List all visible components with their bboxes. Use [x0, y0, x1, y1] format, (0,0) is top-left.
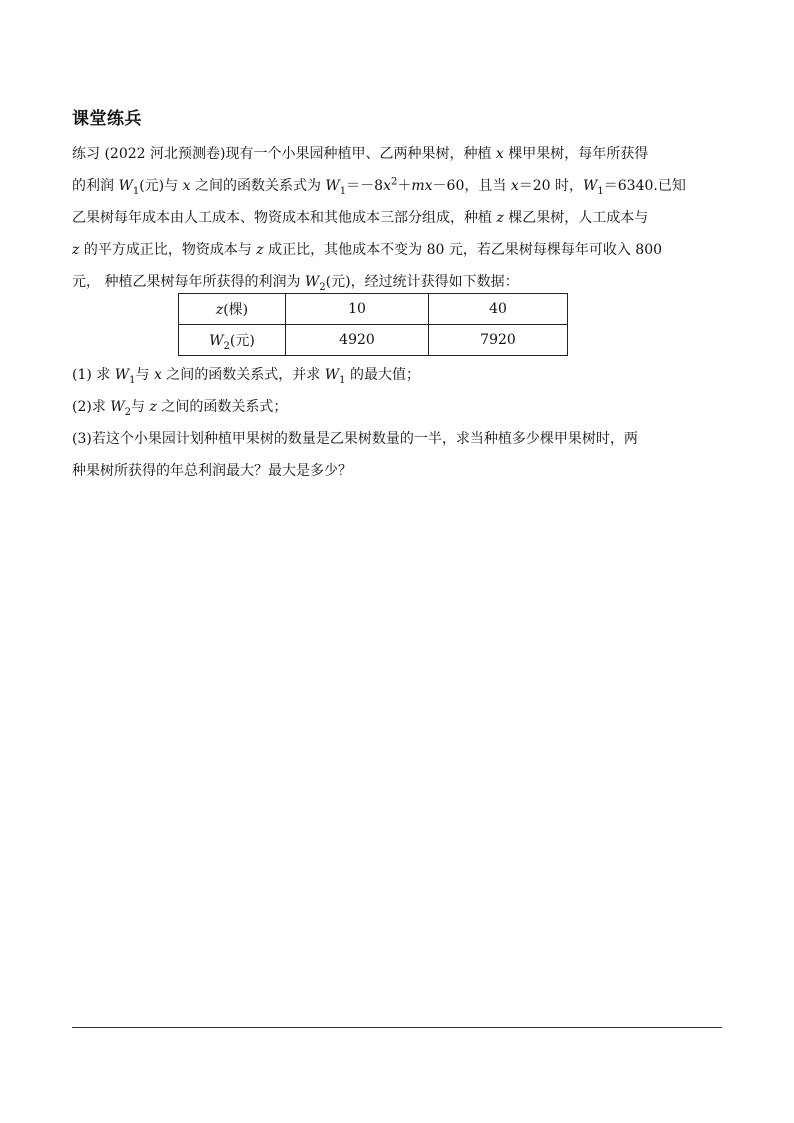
problem-line-3: 乙果树每年成本由人工成本、物资成本和其他成本三部分组成，种植 z 棵乙果树，人工成本与 — [72, 210, 649, 226]
problem-line-2: 的利润 $W_1$(元)与 x 之间的函数关系式为 $W_1=-8x^2+mx-60$，且当 x＝20 时，$W_1=6340$.已知 — [72, 176, 686, 197]
question-2: (2)求 $W_2$与 z 之间的函数关系式； — [72, 399, 288, 418]
table-cell: 40 — [429, 294, 568, 325]
table-header-cell: z(棵) — [179, 294, 286, 325]
problem-statement — [72, 138, 722, 298]
section-heading: 课堂练兵 — [72, 109, 142, 129]
table-header-cell: $W_2$(元) — [179, 325, 286, 356]
table-row — [179, 294, 568, 325]
table-cell: 10 — [286, 294, 429, 325]
question-3 — [72, 423, 722, 487]
table-cell: 4920 — [286, 325, 429, 356]
footer-divider — [72, 1027, 722, 1028]
problem-line-4: z 的平方成正比，物资成本与 z 成正比，其他成本不变为 80 元，若乙果树每棵每年可收入 800 — [72, 242, 663, 258]
question-3-line-2: 种果树所获得的年总利润最大？最大是多少？ — [72, 463, 352, 479]
data-table — [178, 293, 568, 356]
question-1: (1) 求 $W_1$与 x 之间的函数关系式，并求 $W_1$ 的最大值； — [72, 367, 420, 386]
problem-line-5: 元， 种植乙果树每年所获得的利润为 $W_2$(元)，经过统计获得如下数据： — [72, 274, 519, 293]
problem-line-1: 练习 (2022 河北预测卷)现有一个小果园种植甲、乙两种果树，种植 x 棵甲果树，每年所获得 — [72, 146, 649, 162]
question-3-line-1: (3)若这个小果园计划种植甲果树的数量是乙果树数量的一半，求当种植多少棵甲果树时，两 — [72, 431, 638, 447]
table-cell: 7920 — [429, 325, 568, 356]
table-row — [179, 325, 568, 356]
